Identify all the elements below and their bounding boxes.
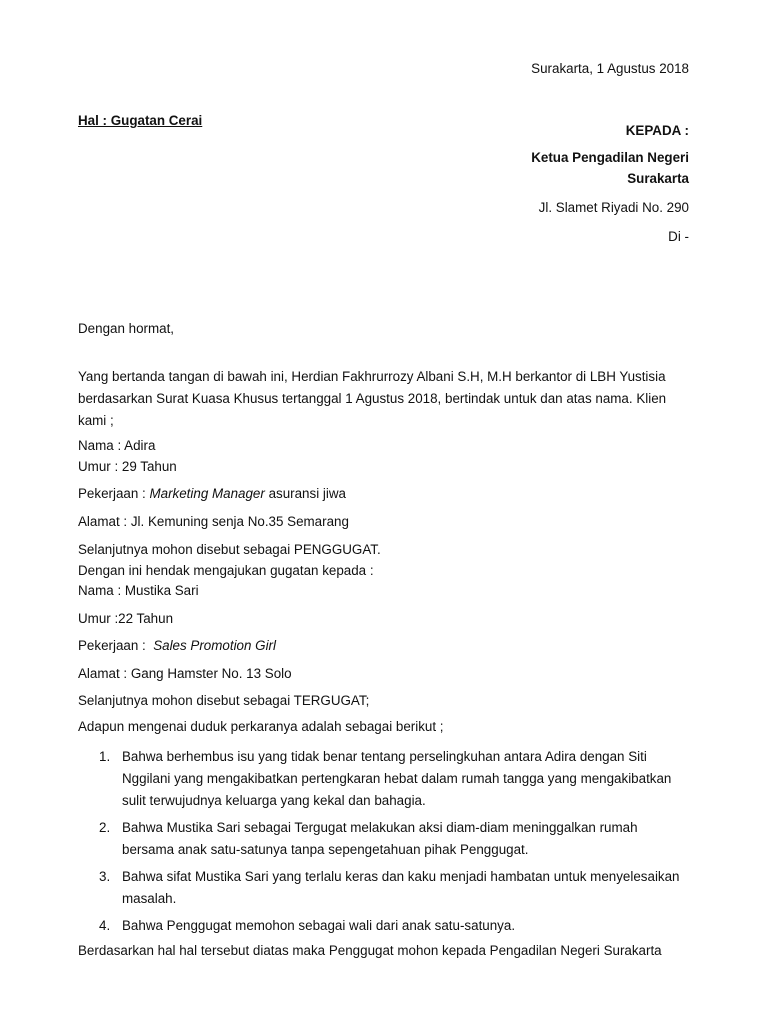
plaintiff-job: [78, 483, 346, 505]
defendant-name: Nama : Mustika Sari: [78, 583, 199, 598]
list-item: [78, 915, 690, 937]
plaintiff-age: Umur : 29 Tahun: [78, 459, 177, 474]
defendant-job-label: Pekerjaan :: [78, 638, 154, 653]
plaintiff-job-title: Marketing Manager: [149, 486, 265, 501]
intro-paragraph: Yang bertanda tangan di bawah ini, Herdian Fakhrurrozy Albani S.H, M.H berkantor di LBH Yustisia berdasarkan Surat Kuasa Khusus tertanggal 1 Agustus 2018, bertindak untuk dan atas nama. Klien kami ;: [78, 369, 667, 428]
to-label: KEPADA :: [625, 123, 689, 138]
recipient-line-2: Surakarta: [627, 171, 689, 186]
plaintiff-job-suffix: asuransi jiwa: [264, 486, 346, 501]
list-item-number: 4.: [99, 918, 111, 933]
list-item-number: 3.: [99, 869, 111, 884]
plaintiff-name: Nama : Adira: [78, 438, 156, 453]
list-item-text: Bahwa berhembus isu yang tidak benar tentang perselingkuhan antara Adira dengan Siti Nggilani yang mengakibatkan pertengkaran hebat dalam rumah tangga yang mengakibatkan sulit terwujudnya keluarga yang kekal dan bahagia.: [122, 749, 672, 808]
defendant-job: [78, 635, 276, 657]
greeting: Dengan hormat,: [78, 321, 175, 336]
list-item-number: 1.: [99, 749, 111, 764]
recipient-di: Di -: [668, 229, 689, 244]
place-date: Surakarta, 1 Agustus 2018: [531, 61, 689, 76]
subject-line: Hal : Gugatan Cerai: [78, 113, 203, 128]
facts-list: [78, 746, 690, 942]
recipient-address: Jl. Slamet Riyadi No. 290: [538, 200, 689, 215]
list-item: [78, 817, 690, 861]
list-item-text: Bahwa sifat Mustika Sari yang terlalu keras dan kaku menjadi hambatan untuk menyelesaikan masalah.: [122, 869, 680, 906]
list-item-number: 2.: [99, 820, 111, 835]
facts-intro: Adapun mengenai duduk perkaranya adalah sebagai berikut ;: [78, 719, 444, 734]
plaintiff-job-label: Pekerjaan :: [78, 486, 150, 501]
plaintiff-address: Alamat : Jl. Kemuning senja No.35 Semarang: [78, 514, 349, 529]
plaintiff-designation: Selanjutnya mohon disebut sebagai PENGGUGAT.: [78, 542, 381, 557]
transition-line: Dengan ini hendak mengajukan gugatan kepada :: [78, 563, 374, 578]
defendant-age: Umur :22 Tahun: [78, 611, 174, 626]
closing-paragraph: Berdasarkan hal hal tersebut diatas maka Penggugat mohon kepada Pengadilan Negeri Surakarta: [78, 943, 662, 958]
list-item-text: Bahwa Penggugat memohon sebagai wali dari anak satu-satunya.: [122, 918, 516, 933]
defendant-designation: Selanjutnya mohon disebut sebagai TERGUGAT;: [78, 693, 370, 708]
defendant-address: Alamat : Gang Hamster No. 13 Solo: [78, 666, 292, 681]
list-item: [78, 866, 690, 910]
list-item: [78, 746, 690, 812]
recipient-line-1: Ketua Pengadilan Negeri: [531, 150, 689, 165]
list-item-text: Bahwa Mustika Sari sebagai Tergugat melakukan aksi diam-diam meninggalkan rumah bersama anak satu-satunya tanpa sepengetahuan pihak Penggugat.: [122, 820, 638, 857]
defendant-job-title: Sales Promotion Girl: [153, 638, 276, 653]
